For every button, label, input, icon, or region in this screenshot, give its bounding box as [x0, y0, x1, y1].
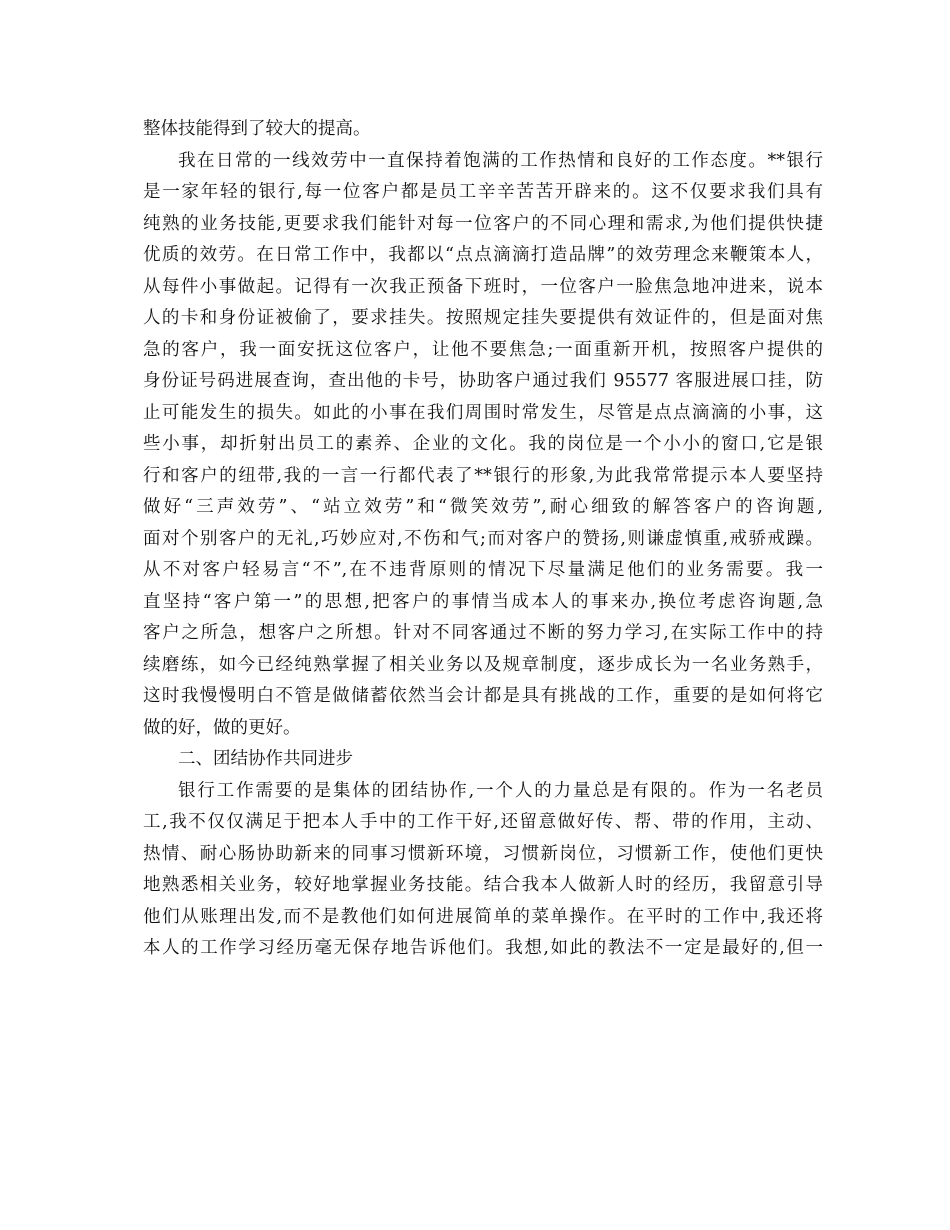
text-line: 我在日常的一线效劳中一直保持着饱满的工作热情和良好的工作态度。**银行 — [178, 150, 823, 171]
text-line: 行和客户的纽带,我的一言一行都代表了**银行的形象,为此我常常提示本人要坚持 — [143, 465, 823, 486]
text-line: 直坚持“客户第一”的思想,把客户的事情当成本人的事来办,换位考虑咨询题,急 — [143, 591, 823, 612]
text-line: 些小事，却折射出员工的素养、企业的文化。我的岗位是一个小小的窗口,它是银 — [143, 434, 823, 454]
text-line: 人的卡和身份证被偷了，要求挂失。按照规定挂失要提供有效证件的，但是面对焦 — [143, 308, 823, 328]
text-line: 这时我慢慢明白不管是做储蓄依然当会计都是具有挑战的工作，重要的是如何将它 — [143, 686, 823, 706]
text-line: 地熟悉相关业务，较好地掌握业务技能。结合我本人做新人时的经历，我留意引导 — [143, 875, 823, 895]
text-line: 本人的工作学习经历毫无保存地告诉他们。我想,如此的教法不一定是最好的,但一 — [143, 938, 823, 958]
text-line: 止可能发生的损失。如此的小事在我们周围时常发生，尽管是点点滴滴的小事，这 — [143, 402, 823, 423]
text-line: 客户之所急，想客户之所想。针对不同客通过不断的努力学习,在实际工作中的持 — [143, 623, 823, 643]
text-line: 他们从账理出发,而不是教他们如何进展简单的菜单操作。在平时的工作中,我还将 — [143, 906, 823, 927]
text-line: 续磨练，如今已经纯熟掌握了相关业务以及规章制度，逐步成长为一名业务熟手， — [143, 654, 823, 675]
text-line: 面对个别客户的无礼,巧妙应对,不伤和气;而对客户的赞扬,则谦虚慎重,戒骄戒躁。 — [143, 528, 823, 549]
text-line: 热情、耐心肠协助新来的同事习惯新环境，习惯新岗位，习惯新工作，使他们更快 — [143, 843, 823, 864]
text-line: 做好“三声效劳”、“站立效劳”和“微笑效劳”,耐心细致的解答客户的咨询题, — [143, 497, 823, 517]
text-line: 身份证号码进展查询，查出他的卡号，协助客户通过我们 95577 客服进展口挂，防 — [143, 371, 823, 391]
text-line: 是一家年轻的银行,每一位客户都是员工辛辛苦苦开辟来的。这不仅要求我们具有 — [143, 182, 823, 202]
text-line: 整体技能得到了较大的提高。 — [143, 119, 371, 139]
text-line: 优质的效劳。在日常工作中，我都以“点点滴滴打造品牌”的效劳理念来鞭策本人， — [143, 245, 823, 265]
text-line: 从每件小事做起。记得有一次我正预备下班时，一位客户一脸焦急地冲进来，说本 — [143, 276, 823, 297]
text-line: 银行工作需要的是集体的团结协作,一个人的力量总是有限的。作为一名老员 — [178, 780, 823, 801]
text-line: 做的好，做的更好。 — [143, 717, 301, 738]
text-line: 急的客户，我一面安抚这位客户，让他不要焦急;一面重新开机，按照客户提供的 — [143, 339, 823, 360]
text-line: 二、团结协作共同进步 — [178, 749, 353, 769]
text-line: 从不对客户轻易言“不”,在不违背原则的情况下尽量满足他们的业务需要。我一 — [143, 560, 823, 580]
text-line: 工,我不仅仅满足于把本人手中的工作干好,还留意做好传、帮、带的作用，主动、 — [143, 812, 823, 832]
document-body — [143, 114, 823, 965]
text-line: 纯熟的业务技能,更要求我们能针对每一位客户的不同心理和需求,为他们提供快捷 — [143, 213, 823, 234]
